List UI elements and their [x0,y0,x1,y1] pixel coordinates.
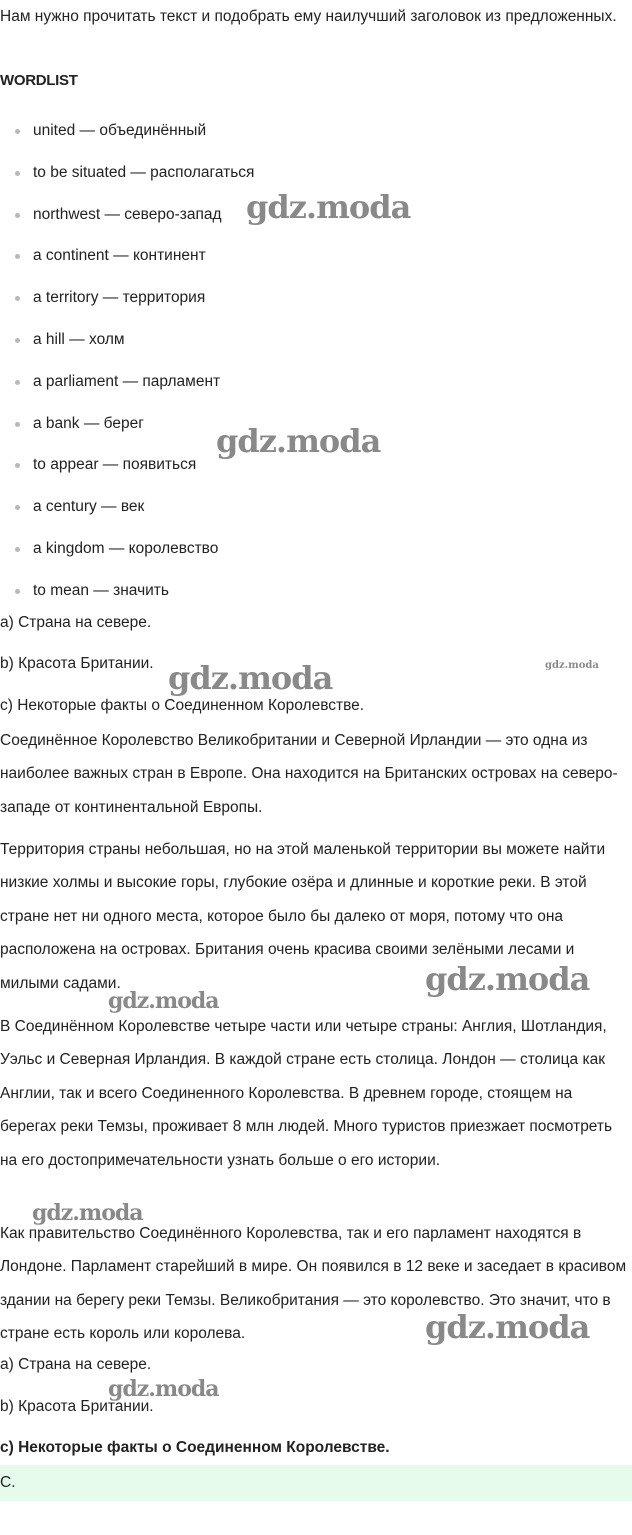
paragraph-2: Территория страны небольшая, но на этой маленькой территории вы можете найти низкие холмы и высокие горы, глубокие озёра и длинные и короткие реки. В этой стране нет ни одного места, которое было бы далеко от моря, потому что она расположена на островах. Британия очень красива своими зелёными лесами и милыми садами. [0,841,606,992]
wordlist [0,116,632,618]
bullet-icon [15,338,20,343]
list-item: to mean — значить [0,576,632,618]
paragraph-3: В Соединённом Королевстве четыре части или четыре страны: Англия, Шотландия, Уэльс и Северная Ирландия. В каждой стране есть столица. Лондон — столица как Англии, так и всего Соединенного Королевства. В древнем городе, стоящем на берегах реки Темзы, проживает 8 млн людей. Много туристов приезжает посмотреть на его достопримечательности узнать больше о его истории. [0,1018,613,1169]
watermark-logo: gdz.moda [545,660,599,671]
bullet-icon [15,380,20,385]
option-c: c) Некоторые факты о Соединенном Королевстве. [0,697,365,714]
list-item: a parliament — парламент [0,367,632,409]
list-item: a territory — территория [0,283,632,325]
watermark-logo: gdz.moda [216,422,381,460]
watermark-logo: gdz.moda [108,988,219,1014]
bullet-icon [15,213,20,218]
list-item: a century — век [0,492,632,534]
watermark-logo: gdz.moda [425,1308,590,1346]
watermark-logo: gdz.moda [108,1376,219,1402]
list-item: a hill — холм [0,325,632,367]
bullet-icon [15,296,20,301]
option-c-repeat: c) Некоторые факты о Соединенном Королевстве. [0,1439,390,1456]
answer-box [0,1465,632,1501]
bullet-icon [15,129,20,134]
watermark-logo: gdz.moda [168,659,333,697]
paragraph-4: Как правительство Соединённого Королевства, так и его парламент находятся в Лондоне. Парламент старейший в мире. Он появился в 12 веке и заседает в красивом здании на берегу реки Темзы. Великобритания — это королевство. Это значит, что в стране есть король или королева. [0,1225,627,1343]
list-item: united — объединённый [0,116,632,158]
list-item: to be situated — располагаться [0,158,632,200]
bullet-icon [15,589,20,594]
option-a: a) Страна на севере. [0,614,152,631]
list-item: a kingdom — королевство [0,534,632,576]
list-item: a bank — берег [0,409,632,451]
bullet-icon [15,463,20,468]
bullet-icon [15,422,20,427]
option-a-repeat: a) Страна на севере. [0,1356,152,1373]
watermark-logo: gdz.moda [32,1200,143,1226]
wordlist-heading: WORDLIST [0,72,78,89]
list-item: to appear — появиться [0,450,632,492]
bullet-icon [15,547,20,552]
watermark-logo: gdz.moda [425,960,590,998]
list-item: a continent — континент [0,241,632,283]
bullet-icon [15,171,20,176]
paragraph-1: Соединённое Королевство Великобритании и Северной Ирландии — это одна из наиболее важных стран в Европе. Она находится на Британских островах на северо-западе от континентальной Европы. [0,732,618,816]
list-item: northwest — северо-запад [0,200,632,242]
answer-text: C. [0,1474,16,1491]
option-b: b) Красота Британии. [0,655,154,672]
option-b-repeat: b) Красота Британии. [0,1398,154,1415]
bullet-icon [15,505,20,510]
bullet-icon [15,254,20,259]
watermark-logo: gdz.moda [246,188,411,226]
intro-text: Нам нужно прочитать текст и подобрать ему наилучший заголовок из предложенных. [0,8,617,25]
